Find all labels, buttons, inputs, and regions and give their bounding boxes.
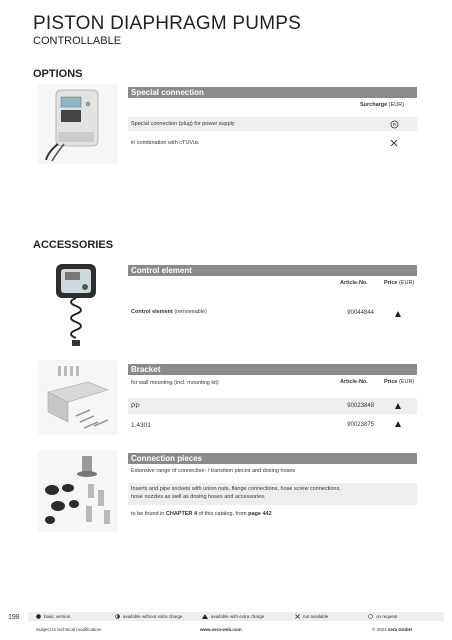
basic-version-icon [36, 614, 41, 619]
connection-text: Extensive range of connective- / transition pieces and dosing hoses [131, 468, 296, 474]
accessories-heading: ACCESSORIES [33, 239, 114, 251]
article-number: 90023848 [347, 403, 374, 409]
connection-text: hose nozzles as well as dosing hoses and accessories. [131, 493, 266, 500]
special-connection-bar: Special connection [128, 87, 417, 98]
connection-line1 [128, 465, 417, 477]
on-request-icon [390, 120, 399, 129]
page-subtitle: CONTROLLABLE [33, 35, 122, 47]
legend-basic: basic version [36, 614, 70, 619]
option-row [128, 117, 417, 131]
copyright: © 2021 sera GmbH [372, 627, 412, 632]
legend-on-request: on request [368, 614, 397, 619]
reference-text: to be found in [131, 511, 165, 517]
option-row [128, 136, 417, 150]
available-with-extra-charge-icon [395, 421, 401, 427]
page-reference: page 442 [248, 511, 272, 517]
not-available-icon [295, 614, 300, 619]
connection-line2 [128, 483, 417, 505]
pump-image [38, 84, 118, 164]
price-header: Price (EUR) [384, 379, 415, 385]
option-label: in combination with cTUVus [131, 140, 199, 146]
on-request-icon [368, 614, 373, 619]
svg-text:R: R [392, 122, 397, 128]
reference-text: of this catalog, from [198, 511, 247, 517]
connection-pieces-image [38, 450, 118, 532]
control-element-bar: Control element [128, 265, 417, 276]
control-element-row [128, 305, 328, 319]
available-without-extra-charge-icon [115, 614, 120, 619]
connection-reference [128, 508, 417, 520]
available-with-extra-charge-icon [395, 311, 401, 317]
available-with-extra-charge-icon [395, 403, 401, 409]
control-element-note: (removeable) [174, 309, 207, 315]
legend-not-available: not available [295, 614, 328, 619]
bracket-material: PP [131, 402, 140, 410]
article-header: Article-No. [340, 379, 368, 385]
not-available-icon [390, 139, 398, 147]
available-with-extra-charge-icon [202, 614, 208, 619]
control-element-label: Control element [131, 309, 173, 315]
option-label: Special connection (plug) for power supply [131, 121, 235, 127]
page-number: 198 [8, 614, 20, 621]
article-number: 90044844 [347, 310, 374, 316]
bracket-image [38, 360, 118, 435]
surcharge-header: Surcharge (EUR) [360, 102, 405, 108]
chapter-reference: CHAPTER 4 [165, 511, 198, 517]
control-element-image [52, 262, 107, 347]
website-link[interactable]: www.sera-web.com [200, 627, 242, 632]
legend-available-charge: available with extra charge [202, 614, 264, 619]
bracket-material: 1.4301 [131, 421, 151, 429]
bracket-description [128, 377, 328, 388]
options-heading: OPTIONS [33, 68, 83, 80]
price-header: Price (EUR) [384, 280, 415, 286]
article-number: 90023875 [347, 422, 374, 428]
disclaimer: Subject to technical modification! [36, 627, 102, 632]
connection-text: Inserts and pipe sockets with union nuts, flange connections, hose screw connections, [131, 486, 341, 492]
bracket-bar: Bracket [128, 364, 417, 375]
connection-pieces-bar: Connection pieces [128, 453, 417, 464]
bracket-description-text: for wall mounting (incl. mounting kit) [131, 379, 219, 386]
legend-available-free: available without extra charge [115, 614, 183, 619]
article-header: Article-No. [340, 280, 368, 286]
page-title: PISTON DIAPHRAGM PUMPS [33, 13, 301, 34]
